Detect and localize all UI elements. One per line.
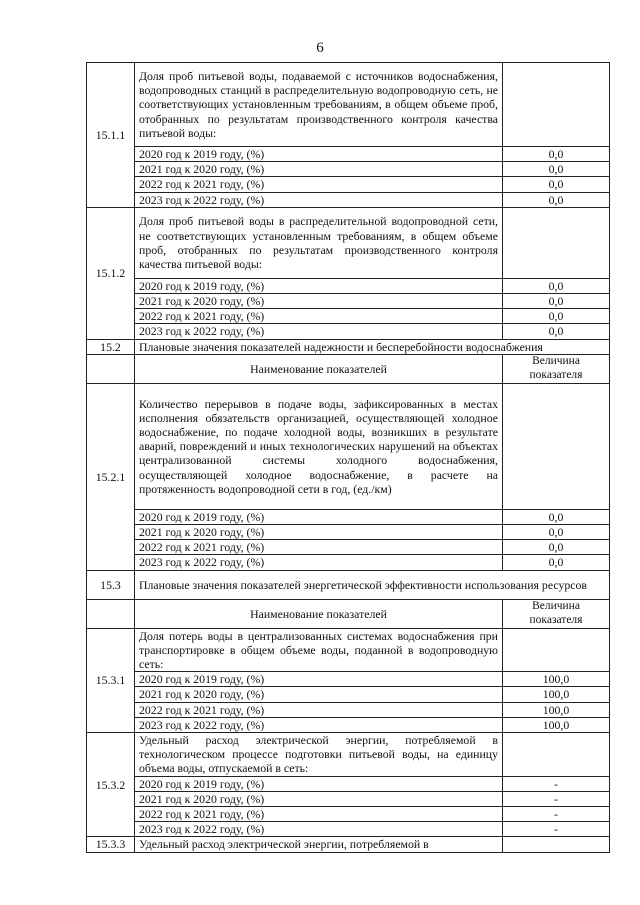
year-label: 2021 год к 2020 году, (%) — [135, 791, 503, 806]
year-label: 2020 год к 2019 году, (%) — [135, 147, 503, 162]
section-number: 15.2.1 — [87, 383, 135, 570]
value-cell: 0,0 — [503, 540, 610, 555]
year-label: 2020 год к 2019 году, (%) — [135, 776, 503, 791]
year-label: 2023 год к 2022 году, (%) — [135, 822, 503, 837]
year-label: 2021 год к 2020 году, (%) — [135, 525, 503, 540]
year-label: 2022 год к 2021 году, (%) — [135, 540, 503, 555]
value-cell: 0,0 — [503, 147, 610, 162]
year-label: 2023 год к 2022 году, (%) — [135, 324, 503, 339]
section-number: 15.1.1 — [87, 63, 135, 208]
value-cell: - — [503, 776, 610, 791]
value-cell — [503, 383, 610, 509]
year-label: 2020 год к 2019 году, (%) — [135, 672, 503, 687]
year-label: 2022 год к 2021 году, (%) — [135, 177, 503, 192]
table-row — [87, 717, 610, 732]
value-cell: - — [503, 807, 610, 822]
indicator-description: Доля потерь воды в централизованных системах водоснабжения при транспортировке в общем объеме воды, поданной в водопроводную сеть: — [135, 628, 503, 672]
year-label: 2021 год к 2020 году, (%) — [135, 294, 503, 309]
column-header-value: Величина показателя — [503, 599, 610, 628]
table-row — [87, 278, 610, 293]
year-label: 2021 год к 2020 году, (%) — [135, 162, 503, 177]
column-header-value: Величина показателя — [503, 354, 610, 383]
section-number: 15.3.1 — [87, 628, 135, 732]
section-number: 15.2 — [87, 339, 135, 354]
value-cell — [503, 837, 610, 852]
year-label: 2023 год к 2022 году, (%) — [135, 555, 503, 570]
section-number: 15.3.2 — [87, 733, 135, 837]
year-label: 2021 год к 2020 году, (%) — [135, 687, 503, 702]
value-cell: 0,0 — [503, 555, 610, 570]
table-row — [87, 162, 610, 177]
value-cell — [503, 207, 610, 278]
indicator-description: Количество перерывов в подаче воды, зафиксированных в местах исполнения обязательств организацией, осуществляющей холодное водоснабжение, по подаче холодной воды, возникших в результате аварий, повреждений и иных технологических нарушений на объектах централизованной системы холодного водоснабжения, осуществляющей холодное водоснабжение, в расчете на протяженность водопроводной сети в год, (ед./км) — [135, 383, 503, 509]
value-cell — [503, 63, 610, 147]
table-row — [87, 525, 610, 540]
table-row — [87, 807, 610, 822]
table-row — [87, 540, 610, 555]
year-label: 2020 год к 2019 году, (%) — [135, 509, 503, 524]
value-cell — [503, 733, 610, 777]
indicators-table — [86, 62, 610, 853]
value-cell: 0,0 — [503, 162, 610, 177]
value-cell: 100,0 — [503, 672, 610, 687]
table-row — [87, 776, 610, 791]
table-row — [87, 570, 610, 599]
year-label: 2022 год к 2021 году, (%) — [135, 309, 503, 324]
indicator-description: Удельный расход электрической энергии, потребляемой в технологическом процессе подготовки питьевой воды, на единицу объема воды, отпускаемой в сеть: — [135, 733, 503, 777]
table-row — [87, 147, 610, 162]
value-cell: 0,0 — [503, 294, 610, 309]
section-title: Плановые значения показателей энергетической эффективности использования ресурсов — [135, 570, 610, 599]
section-number: 15.3.3 — [87, 837, 135, 852]
year-label: 2020 год к 2019 году, (%) — [135, 278, 503, 293]
value-cell: 0,0 — [503, 509, 610, 524]
table-row — [87, 791, 610, 806]
year-label: 2022 год к 2021 году, (%) — [135, 807, 503, 822]
table-header-row — [87, 354, 610, 383]
value-cell: 0,0 — [503, 324, 610, 339]
value-cell: 100,0 — [503, 717, 610, 732]
table-row — [87, 383, 610, 509]
table-row — [87, 339, 610, 354]
table-header-row — [87, 599, 610, 628]
table-row — [87, 555, 610, 570]
table-row — [87, 733, 610, 777]
table-row — [87, 687, 610, 702]
table-row — [87, 509, 610, 524]
column-header-name: Наименование показателей — [135, 354, 503, 383]
value-cell: 100,0 — [503, 687, 610, 702]
indicator-description: Доля проб питьевой воды, подаваемой с источников водоснабжения, водопроводных станций в распределительную водопроводную сеть, не соответствующих установленным требованиям, в общем объеме проб, отобранных по результатам производственного контроля качества питьевой воды: — [135, 63, 503, 147]
table-row — [87, 837, 610, 852]
table-row — [87, 192, 610, 207]
value-cell: - — [503, 791, 610, 806]
table-row — [87, 672, 610, 687]
year-label: 2022 год к 2021 году, (%) — [135, 702, 503, 717]
value-cell — [503, 628, 610, 672]
year-label: 2023 год к 2022 году, (%) — [135, 717, 503, 732]
value-cell: 0,0 — [503, 309, 610, 324]
section-number: 15.1.2 — [87, 207, 135, 339]
table-row — [87, 822, 610, 837]
empty-cell — [87, 599, 135, 628]
value-cell: 0,0 — [503, 177, 610, 192]
indicator-description: Удельный расход электрической энергии, потребляемой в — [135, 837, 503, 852]
section-title: Плановые значения показателей надежности и бесперебойности водоснабжения — [135, 339, 610, 354]
section-number: 15.3 — [87, 570, 135, 599]
value-cell: 0,0 — [503, 192, 610, 207]
empty-cell — [87, 354, 135, 383]
value-cell: 0,0 — [503, 278, 610, 293]
indicator-description: Доля проб питьевой воды в распределительной водопроводной сети, не соответствующих установленным требованиям, в общем объеме проб, отобранных по результатам производственного контроля качества питьевой воды: — [135, 207, 503, 278]
table-row — [87, 63, 610, 147]
value-cell: 0,0 — [503, 525, 610, 540]
value-cell: 100,0 — [503, 702, 610, 717]
value-cell: - — [503, 822, 610, 837]
table-row — [87, 309, 610, 324]
table-row — [87, 177, 610, 192]
table-row — [87, 207, 610, 278]
table-row — [87, 324, 610, 339]
year-label: 2023 год к 2022 году, (%) — [135, 192, 503, 207]
page-number: 6 — [316, 40, 324, 56]
table-row — [87, 294, 610, 309]
column-header-name: Наименование показателей — [135, 599, 503, 628]
table-row — [87, 702, 610, 717]
table-row — [87, 628, 610, 672]
